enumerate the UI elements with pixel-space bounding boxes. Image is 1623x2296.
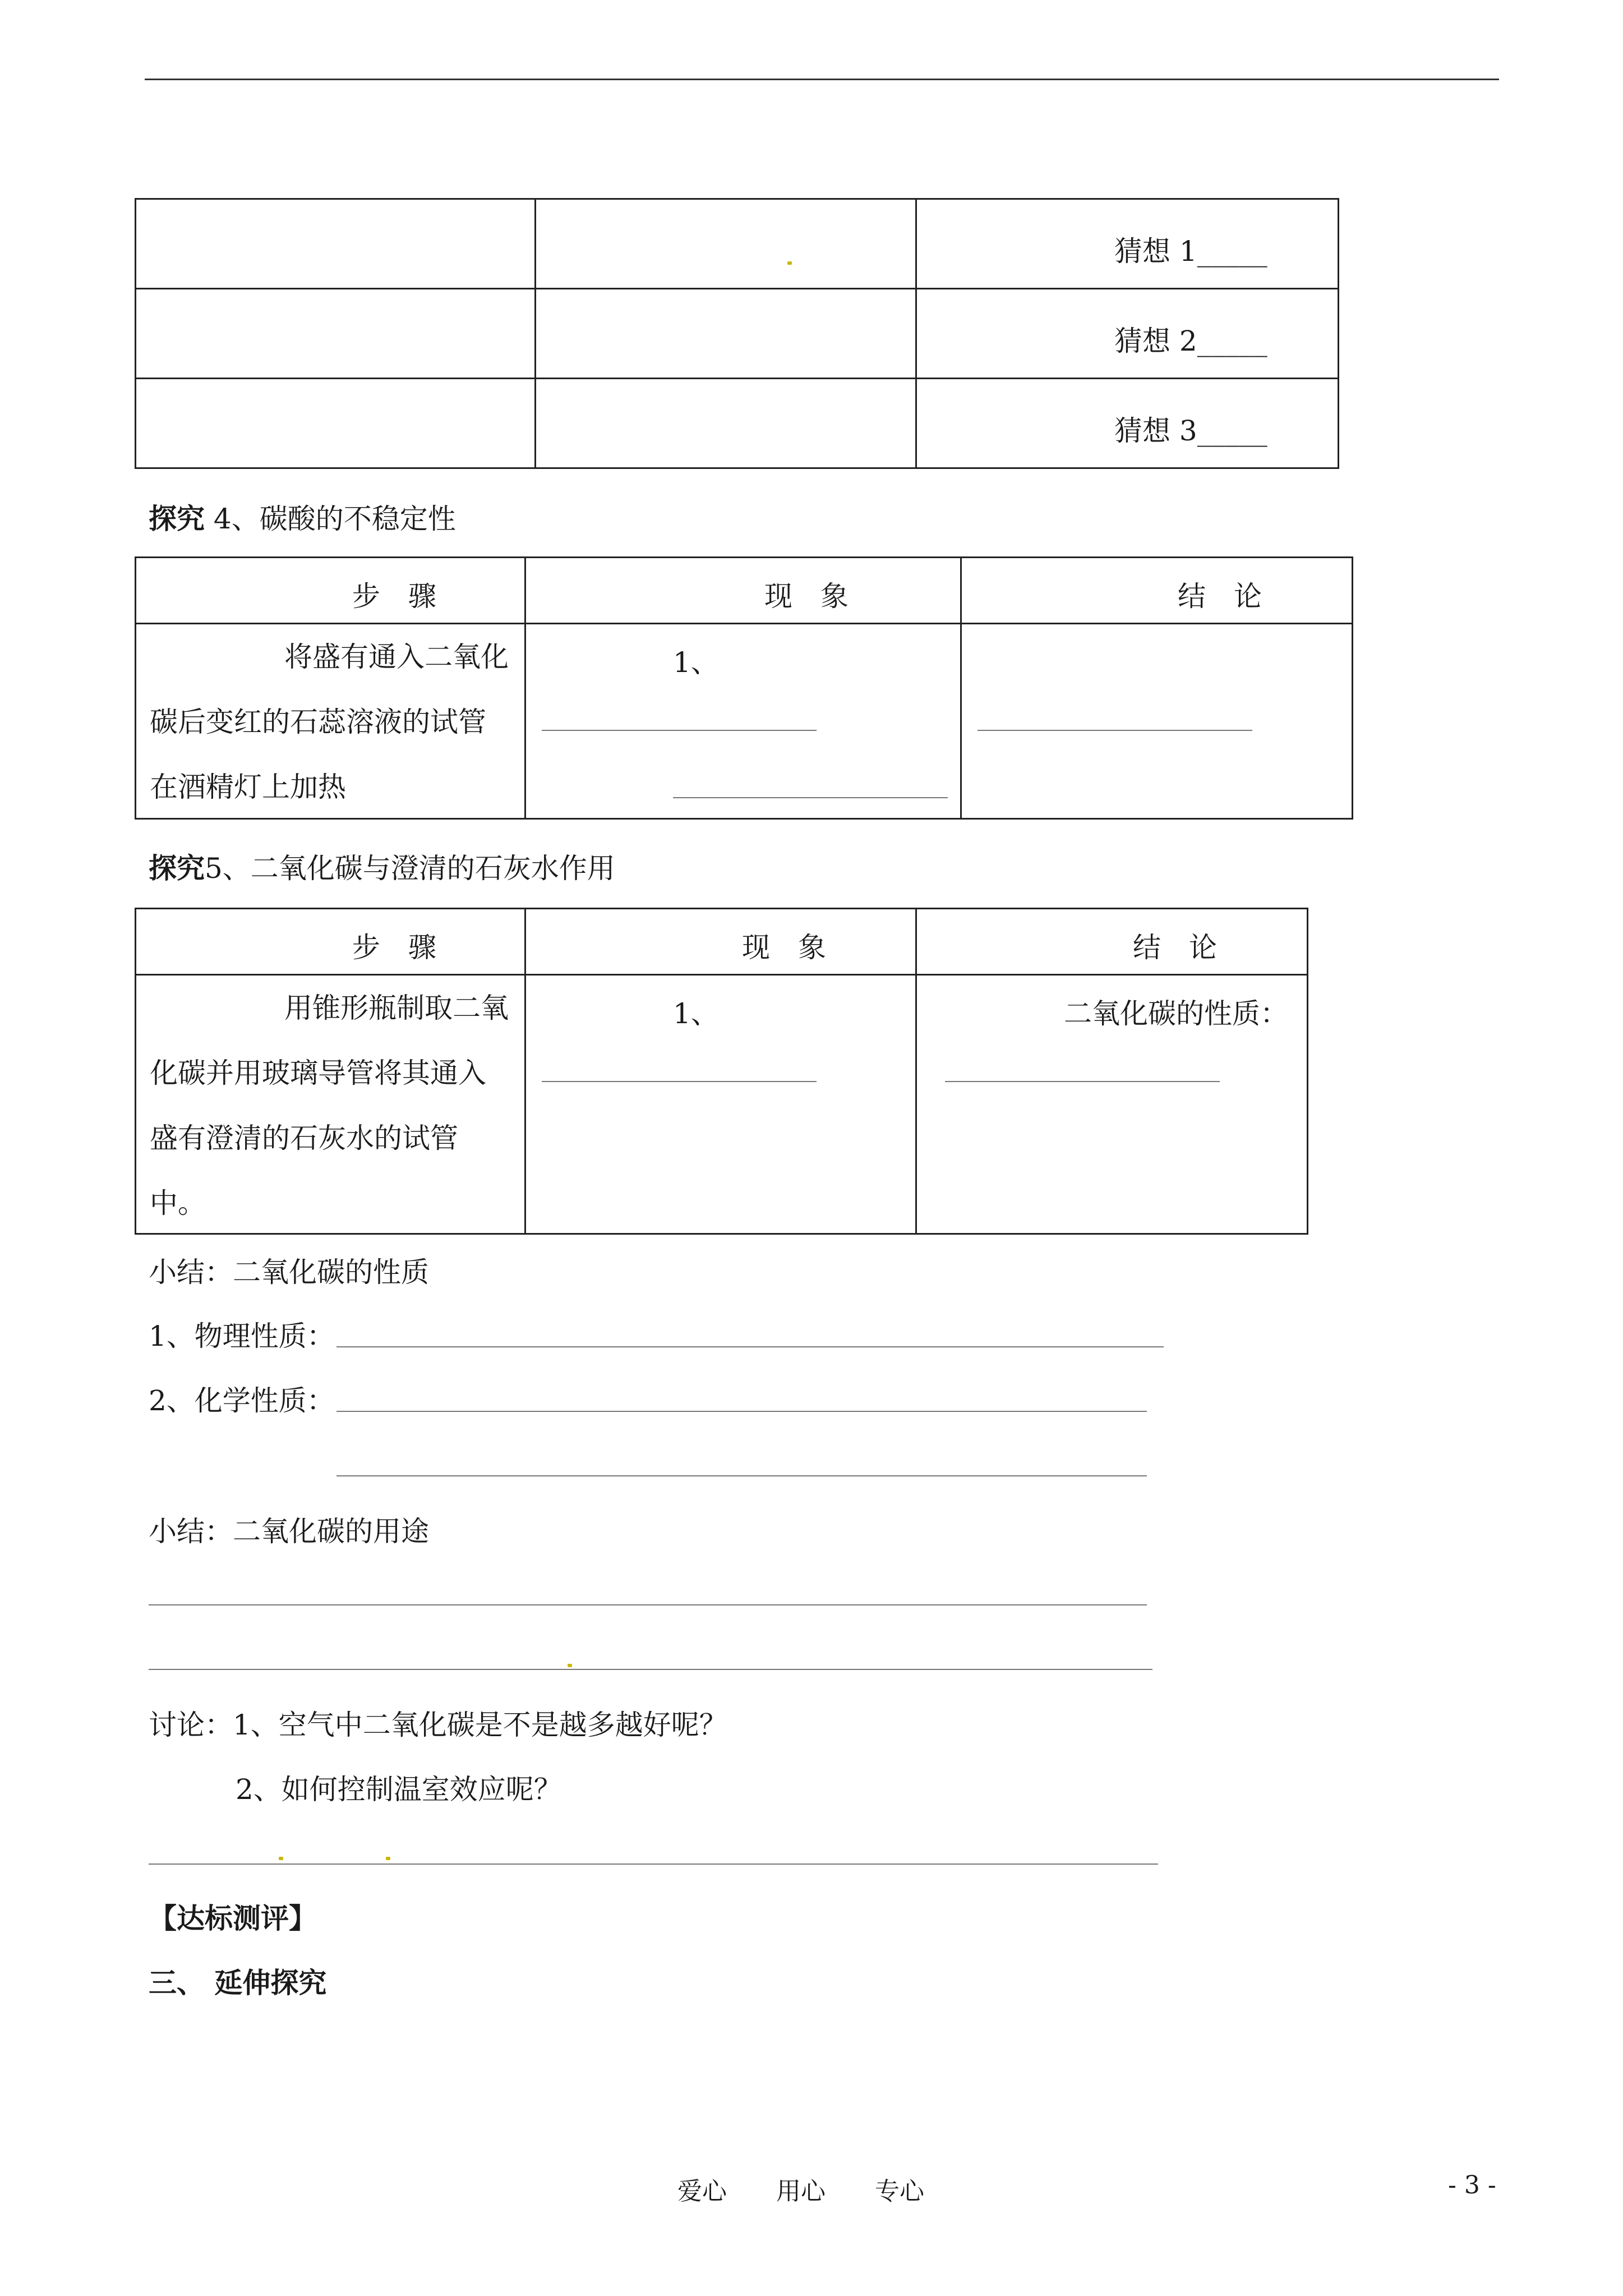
chemical-properties-label: 2、化学性质： bbox=[149, 1384, 335, 1417]
phenomenon-cell bbox=[525, 624, 961, 819]
answer-blank bbox=[945, 1081, 1220, 1082]
guess-table-cell bbox=[916, 289, 1339, 379]
answer-blank bbox=[673, 797, 948, 798]
summary-uses-title: 小结：二氧化碳的用途 bbox=[149, 1515, 429, 1548]
discussion-question-2: 2、如何控制温室效应呢？ bbox=[236, 1773, 562, 1806]
summary-properties-title: 小结：二氧化碳的性质 bbox=[149, 1256, 429, 1289]
guess-table-cell bbox=[916, 199, 1339, 289]
guess-table-cell bbox=[536, 379, 916, 468]
guess-table-cell bbox=[136, 289, 536, 379]
answer-blank bbox=[542, 1081, 817, 1082]
guess-table-cell bbox=[136, 379, 536, 468]
guess-3: 猜想 3_____ bbox=[1114, 415, 1267, 447]
uses-blank bbox=[149, 1669, 1152, 1670]
conclusion-text: 二氧化碳的性质： bbox=[1064, 997, 1288, 1030]
step-text: 用锥形瓶制取二氧化碳并用玻璃导管将其通入盛有澄清的石灰水的试管中。 bbox=[150, 992, 509, 1220]
extension-heading: 三、 延伸探究 bbox=[149, 1966, 327, 1999]
conclusion-cell bbox=[961, 624, 1353, 819]
guess-table-cell bbox=[536, 199, 916, 289]
phenomenon-number: 1、 bbox=[673, 997, 719, 1030]
guess-2: 猜想 2_____ bbox=[1114, 325, 1267, 357]
step-cell bbox=[136, 624, 525, 819]
section4-title: 探究 4、碳酸的不稳定性 bbox=[149, 502, 456, 535]
chemical-properties-blank bbox=[336, 1411, 1147, 1412]
step-cell bbox=[136, 975, 525, 1234]
section5-title: 探究5、二氧化碳与澄清的石灰水作用 bbox=[149, 852, 615, 885]
phenomenon-number: 1、 bbox=[673, 646, 719, 679]
guess-table-cell bbox=[136, 199, 536, 289]
section4-table bbox=[135, 556, 1353, 820]
physical-properties-blank bbox=[336, 1346, 1164, 1347]
header-cell-conclusion: 结 论 bbox=[916, 909, 1308, 975]
chemical-properties-blank bbox=[336, 1475, 1147, 1476]
discussion-blank bbox=[149, 1864, 1158, 1865]
phenomenon-cell bbox=[525, 975, 916, 1234]
guess-table-cell bbox=[916, 379, 1339, 468]
answer-blank bbox=[542, 730, 817, 731]
uses-blank bbox=[149, 1604, 1147, 1605]
step-text: 将盛有通入二氧化碳后变红的石蕊溶液的试管在酒精灯上加热 bbox=[150, 641, 509, 803]
assessment-heading: 【达标测评】 bbox=[149, 1902, 317, 1935]
discussion-question-1: 讨论：1、空气中二氧化碳是不是越多越好呢？ bbox=[149, 1709, 727, 1741]
header-cell-step: 步 骤 bbox=[136, 558, 525, 624]
header-rule bbox=[145, 79, 1499, 80]
section5-table bbox=[135, 908, 1308, 1235]
guess-table bbox=[135, 198, 1339, 469]
guess-table-cell bbox=[536, 289, 916, 379]
guess-1: 猜想 1_____ bbox=[1114, 235, 1267, 268]
header-cell-conclusion: 结 论 bbox=[961, 558, 1353, 624]
footer-motto: 爱心 用心 专心 bbox=[677, 2177, 924, 2206]
header-cell-phenomenon: 现 象 bbox=[525, 909, 916, 975]
answer-blank bbox=[978, 730, 1252, 731]
page-number: - 3 - bbox=[1448, 2171, 1496, 2200]
conclusion-cell bbox=[916, 975, 1308, 1234]
header-cell-step: 步 骤 bbox=[136, 909, 525, 975]
header-cell-phenomenon: 现 象 bbox=[525, 558, 961, 624]
physical-properties-label: 1、物理性质： bbox=[149, 1320, 335, 1352]
